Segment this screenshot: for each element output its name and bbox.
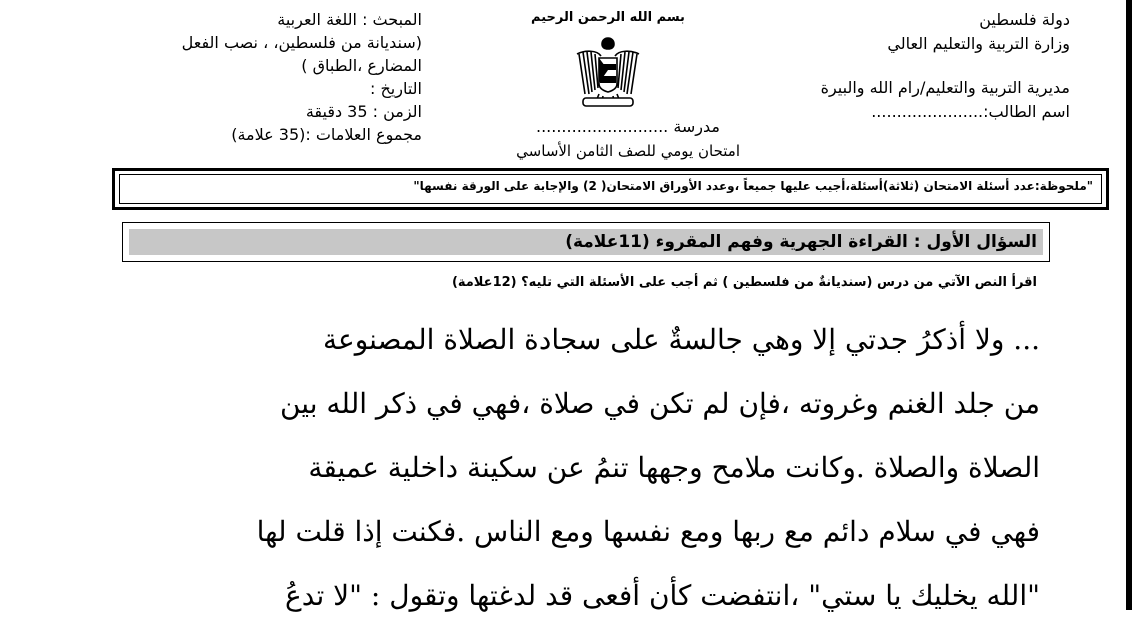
header-left-block (172, 8, 422, 146)
topics-line-1: (سنديانة من فلسطين، ، نصب الفعل (181, 33, 422, 52)
state-name: دولة فلسطين (979, 10, 1070, 29)
passage-line: ... ولا أذكرُ جدتي إلا وهي جالسةٌ على سجادة الصلاة المصنوعة (323, 323, 1040, 356)
topics-line-2: المضارع ،الطباق ) (301, 56, 422, 75)
note-box (112, 168, 1109, 210)
exam-note: "ملحوظة:عدد أسئلة الامتحان (ثلاثة)أسئلة،أجيب عليها جميعاً ،وعدد الأوراق الامتحان( 2) والإجابة على الورقة نفسها" (119, 174, 1102, 204)
passage-line: فهي في سلام دائم مع ربها ومع نفسها ومع الناس .فكنت إذا قلت لها (256, 515, 1040, 548)
header-right-block (770, 8, 1070, 124)
student-name-field: اسم الطالب:...................... (871, 102, 1070, 121)
question1-box (122, 222, 1050, 262)
passage-line: "الله يخليك يا ستي" ،انتفضت كأن أفعى قد لدغتها وتقول : "لا تدعُ (285, 579, 1040, 612)
time-allowed: الزمن : 35 دقيقة (305, 102, 422, 121)
palestine-eagle-emblem-icon (573, 32, 643, 110)
exam-title: امتحان يومي للصف الثامن الأساسي (516, 142, 740, 160)
header-center-block (468, 8, 748, 110)
school-field: مدرسة .......................... (536, 117, 720, 136)
subject: المبحث : اللغة العربية (277, 10, 422, 29)
passage-line: الصلاة والصلاة .وكانت ملامح وجهها تنمُ عن سكينة داخلية عميقة (308, 451, 1040, 484)
date-field: التاريخ : (369, 79, 422, 98)
total-marks: مجموع العلامات :(35 علامة) (231, 125, 422, 144)
directorate-name: مديرية التربية والتعليم/رام الله والبيرة (820, 78, 1070, 97)
question1-title: السؤال الأول : القراءة الجهرية وفهم المقروء (11علامة) (129, 229, 1043, 255)
page-edge-bar (1126, 0, 1132, 610)
bismillah: بسم الله الرحمن الرحيم (531, 10, 685, 25)
reading-instruction: اقرأ النص الآتي من درس (سنديانةٌ من فلسطين ) ثم أجب على الأسئلة التي تليه؟ (12علامة) (451, 275, 1037, 290)
passage-line: من جلد الغنم وغروته ،فإن لم تكن في صلاة ،فهي في ذكر الله بين (279, 387, 1040, 420)
reading-passage (100, 310, 1040, 630)
ministry-name: وزارة التربية والتعليم العالي (887, 34, 1070, 53)
